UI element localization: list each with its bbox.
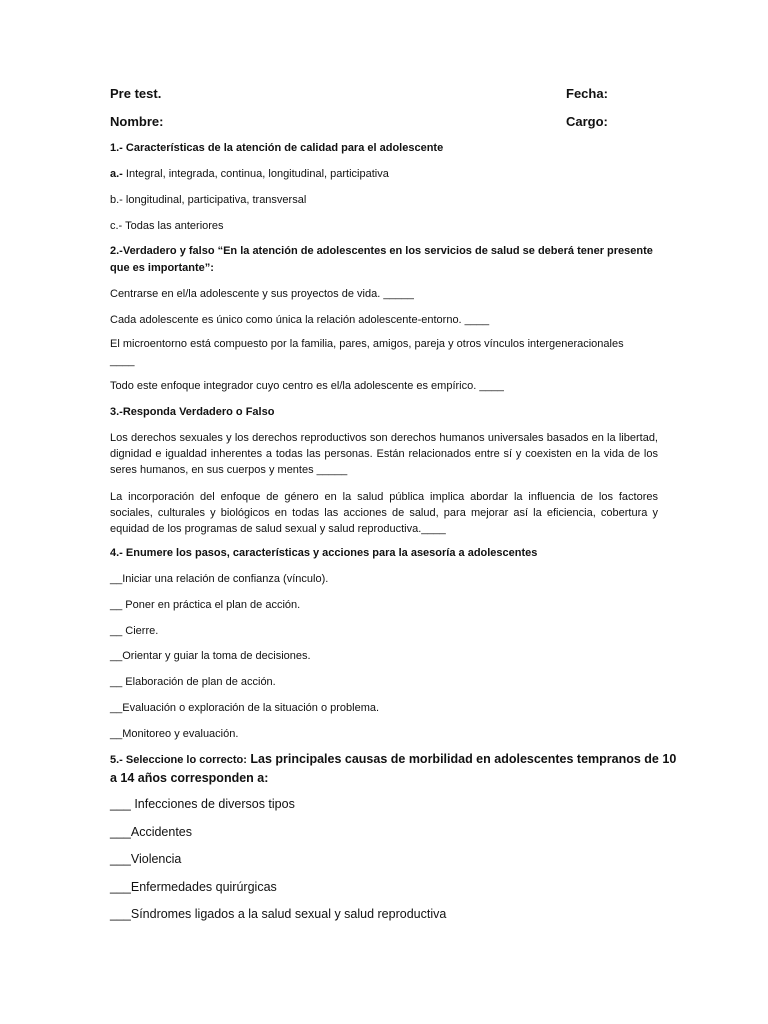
question-2-statement-blank: ____: [110, 355, 135, 367]
question-5-item: ___Síndromes ligados a la salud sexual y salud reproductiva: [110, 907, 447, 921]
question-4-title: 4.- Enumere los pasos, características y acciones para la asesoría a adolescentes: [110, 547, 538, 559]
document-title: Pre test.: [110, 86, 162, 101]
question-3-title: 3.-Responda Verdadero o Falso: [110, 406, 275, 418]
question-4-item: __Orientar y guiar la toma de decisiones.: [110, 650, 311, 662]
question-5-title-text: Las principales causas de morbilidad en adolescentes tempranos de 10: [246, 752, 677, 766]
nombre-label: Nombre:: [110, 114, 164, 129]
question-4-item: __ Elaboración de plan de acción.: [110, 676, 276, 688]
question-1-option-b: [110, 194, 306, 207]
question-4-item: __ Poner en práctica el plan de acción.: [110, 599, 301, 611]
question-4-item: __ Cierre.: [110, 625, 159, 637]
question-1-title: 1.- Características de la atención de calidad para el adolescente: [110, 142, 444, 154]
question-2-statement: Cada adolescente es único como única la relación adolescente-entorno. ____: [110, 314, 490, 326]
question-5-prefix: 5.- Seleccione lo correcto:: [110, 754, 247, 766]
question-2-statement: Todo este enfoque integrador cuyo centro es el/la adolescente es empírico. ____: [110, 380, 504, 392]
question-5-item: ___Violencia: [110, 852, 182, 866]
question-3-paragraph-2: La incorporación del enfoque de género en la salud pública implica abordar la influencia de los factores sociales, culturales y biológicos en todas las acciones de salud, para mejorar así la eficiencia, cobertura y equidad de los programas de salud sexual y salud reproductiva.____: [110, 491, 658, 535]
question-5-title-line-2: a 14 años corresponden a:: [110, 771, 269, 785]
question-2-title-line-1: 2.-Verdadero y falso “En la atención de adolescentes en los servicios de salud se deberá tener presente: [110, 245, 653, 257]
question-4-item: __Monitoreo y evaluación.: [110, 728, 239, 740]
question-3-paragraph-1: Los derechos sexuales y los derechos reproductivos son derechos humanos universales basados en la libertad, dignidad e igualdad inherentes a todas las personas. Están relacionados entre sí y coexisten en la vida de los seres humanos, en sus cuerpos y mentes _____: [110, 432, 658, 476]
option-text: longitudinal, participativa, transversal: [122, 194, 307, 206]
option-letter: c.-: [110, 220, 123, 232]
question-2-statement: El microentorno está compuesto por la familia, pares, amigos, pareja y otros vínculos intergeneracionales: [110, 338, 624, 350]
option-text: Integral, integrada, continua, longitudinal, participativa: [122, 168, 389, 180]
question-5-item: ___Accidentes: [110, 825, 193, 839]
question-5-title-line-1: [110, 752, 676, 767]
option-text: Todas las anteriores: [122, 220, 224, 232]
question-1-option-a: [110, 168, 389, 181]
fecha-label: Fecha:: [566, 86, 608, 101]
cargo-label: Cargo:: [566, 114, 608, 129]
question-2-title-line-2: que es importante”:: [110, 262, 214, 274]
question-5-item: ___Enfermedades quirúrgicas: [110, 880, 277, 894]
option-letter: a.-: [110, 168, 123, 180]
question-4-item: __Iniciar una relación de confianza (vínculo).: [110, 573, 329, 585]
question-1-option-c: [110, 220, 224, 233]
question-4-item: __Evaluación o exploración de la situación o problema.: [110, 702, 380, 714]
question-5-item: ___ Infecciones de diversos tipos: [110, 797, 295, 811]
option-letter: b.-: [110, 194, 123, 206]
question-2-statement: Centrarse en el/la adolescente y sus proyectos de vida. _____: [110, 288, 414, 300]
